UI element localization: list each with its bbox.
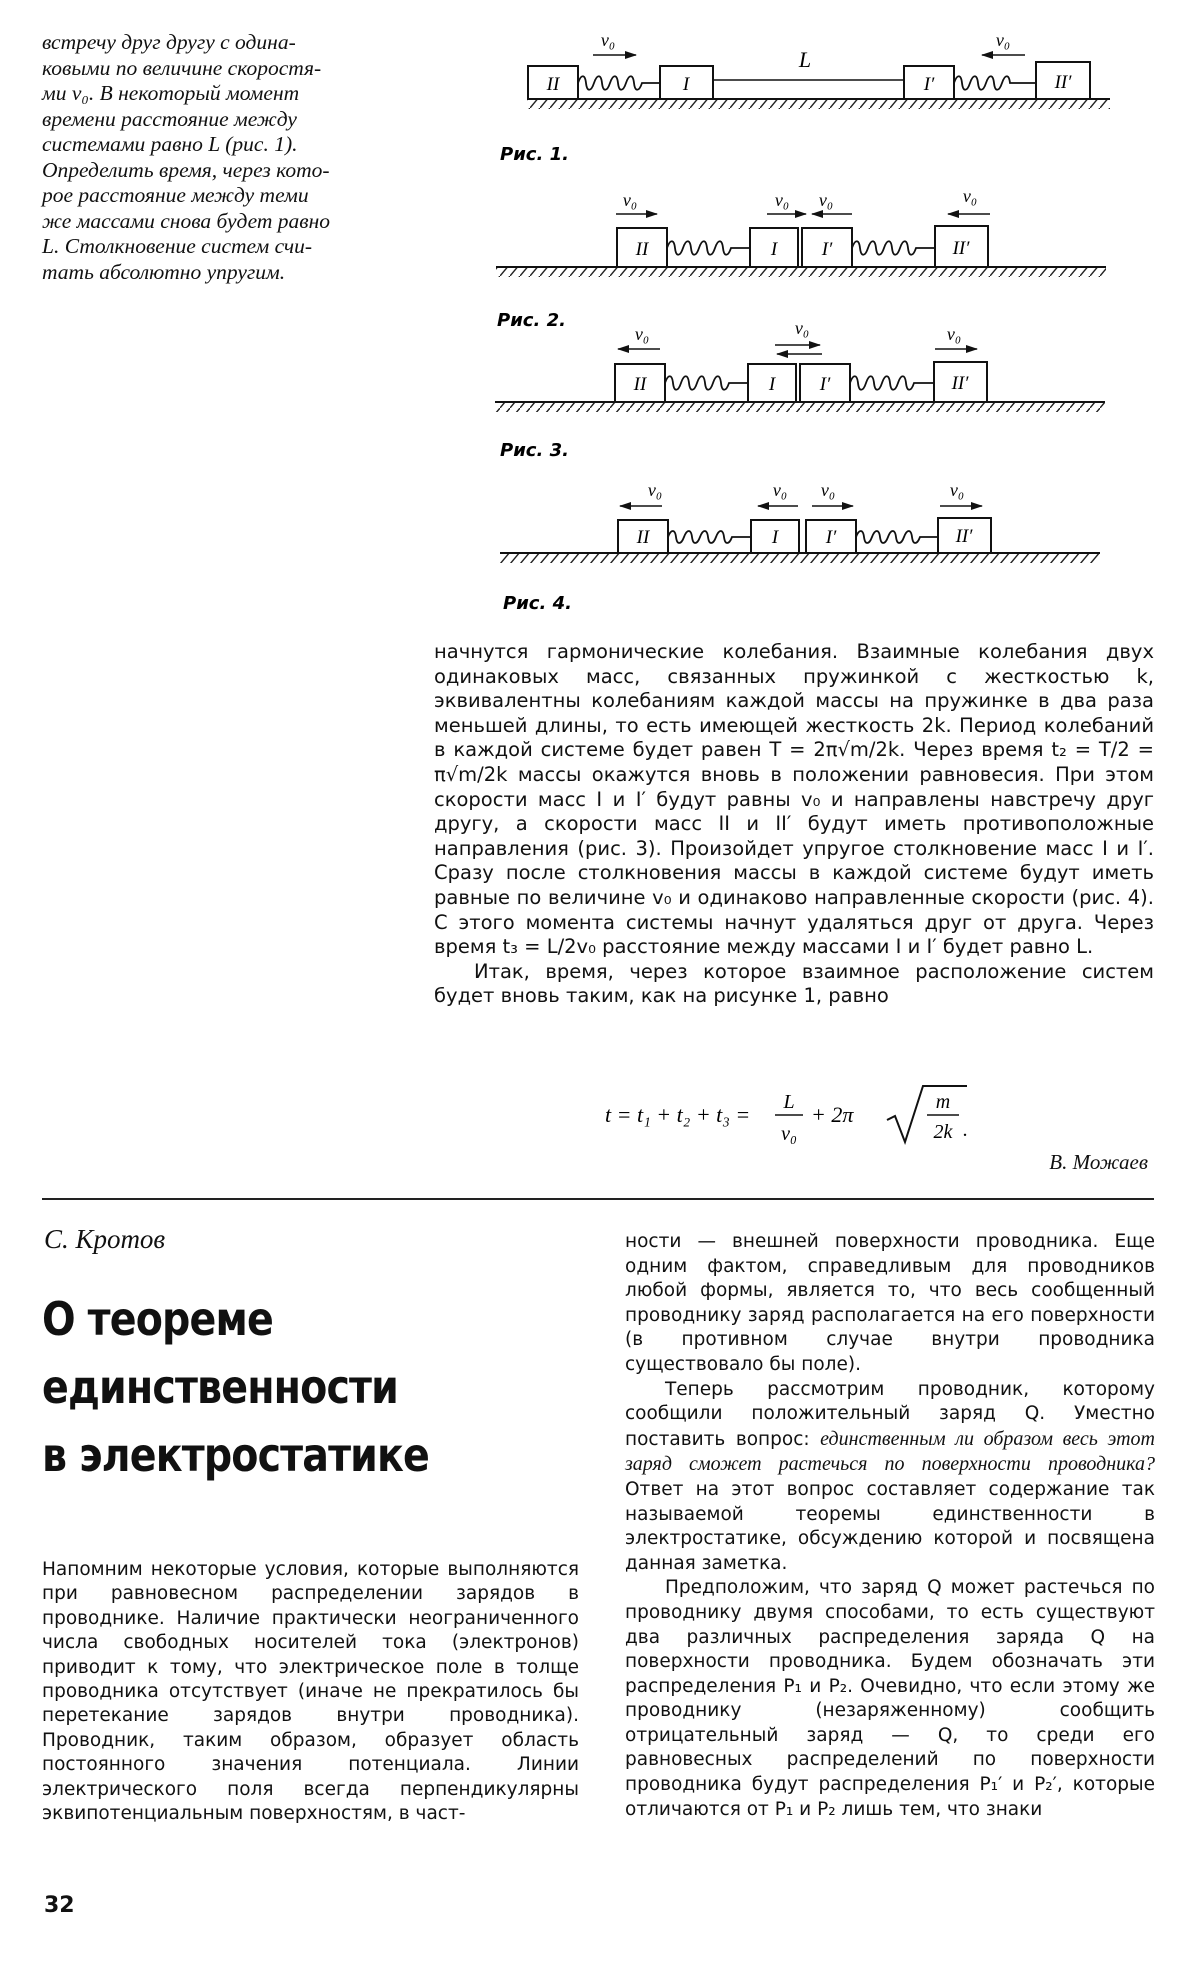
spring <box>668 531 751 543</box>
problem-line: тать абсолютно упругим. <box>42 259 286 284</box>
mass-label: II′ <box>951 373 969 394</box>
spring <box>665 376 748 390</box>
problem-line: Определить время, через кото- <box>42 157 330 182</box>
figure-4 <box>500 480 1100 614</box>
mass-label: II′ <box>955 526 973 547</box>
mass-label: I <box>771 527 779 548</box>
mass-label: II <box>635 239 649 260</box>
ground-hatch <box>500 553 1100 563</box>
figure-caption: Рис. 3. <box>500 440 569 461</box>
problem-line: ми v₀. В некоторый момент <box>42 81 300 105</box>
velocity-label: v₀ <box>995 30 1011 50</box>
mass-label: I′ <box>825 527 837 548</box>
distance-label: L <box>798 47 812 72</box>
section-divider <box>42 1198 1154 1200</box>
mass-label: I <box>768 374 776 395</box>
page-number: 32 <box>44 1893 75 1918</box>
problem-line: ковыми по величине скоростя- <box>42 55 322 80</box>
mass-label: I <box>770 239 778 260</box>
solution-paragraph: начнутся гармонические колебания. Взаимные колебания двух одинаковых масс, связанных пружинкой с жесткостью k, эквивалентны колебаниям каждой массы на пружинке в два раза меньшей длины, то есть имеющей жесткость 2k. Период колебаний в каждой системе будет равен T = 2π√m/2k. Через время t₂ = T/2 = π√m/2k массы окажутся вновь в положении равновесия. При этом скорости масс I и I′ будут равны v₀ и направлены навстречу друг другу, а скорости масс II и II′ будут иметь противоположные направления (рис. 3). Произойдет упругое столкновение масс I и I′. Сразу после столкновения массы в каждой системе будут иметь равные по величине v₀ и одинаково направленные скорости (рис. 4). С этого момента системы начнут удаляться друг от друга. Через время t₃ = L/2v₀ расстояние между массами I и I′ будет равно L. <box>434 640 1154 959</box>
article-author: С. Кротов <box>44 1224 166 1254</box>
spring <box>578 76 660 90</box>
velocity-label: v₀ <box>946 324 962 344</box>
velocity-label: v₀ <box>949 480 965 500</box>
formula-lhs: t = t₁ + t₂ + t₃ = <box>605 1102 751 1127</box>
problem-line: системами равно L (рис. 1). <box>42 132 298 156</box>
ground-hatch <box>496 267 1106 277</box>
figure-2 <box>496 186 1106 331</box>
figure-3 <box>495 318 1105 461</box>
velocity-label: v₀ <box>622 190 638 210</box>
paragraph-text: Ответ на этот вопрос составляет содержание так называемой теоремы единственности в электростатике, обсуждению которой и посвящена данная заметка. <box>625 1478 1155 1574</box>
article-column-left <box>42 1558 579 1826</box>
spring <box>850 376 934 390</box>
velocity-label: v₀ <box>794 318 810 338</box>
velocity-label: v₀ <box>818 190 834 210</box>
emphasized-question: единственным ли образом весь этот заряд сможет растечься по поверхности проводника? <box>625 1427 1155 1476</box>
spring <box>856 531 938 543</box>
figure-caption: Рис. 2. <box>497 310 566 331</box>
title-line: в электростатике <box>42 1428 429 1482</box>
ground-hatch <box>527 99 1110 109</box>
spring <box>852 241 935 255</box>
article-paragraph: ности — внешней поверхности проводника. Еще одним фактом, справедливым для проводников любой формы, является то, что весь сообщенный проводнику заряд располагается на его поверхности (в противном случае внутри проводника существовало бы поле). <box>625 1231 1155 1375</box>
solution-text <box>434 640 1154 1009</box>
formula-root-numerator: m <box>935 1091 951 1113</box>
velocity-label: v₀ <box>962 186 978 206</box>
figure-caption: Рис. 4. <box>503 593 572 614</box>
solution-paragraph: Итак, время, через которое взаимное расположение систем будет вновь таким, как на рисунке 1, равно <box>434 959 1154 1008</box>
mass-label: I′ <box>819 374 831 395</box>
radical-sign <box>887 1086 967 1142</box>
article-paragraph: Предположим, что заряд Q может растечься по проводнику двумя способами, то есть существуют два различных распределения заряда Q на поверхности проводника. Будем обозначать эти распределения P₁ и P₂. Очевидно, что если этому же проводнику (незаряженному) сообщить отрицательный заряд — Q, то среди его равновесных распределений по поверхности проводника будут распределения P₁′ и P₂′, которые отличаются от P₁ и P₂ лишь тем, что знаки <box>625 1577 1155 1820</box>
mass-label: II′ <box>1054 72 1072 93</box>
title-line: О теореме <box>42 1292 273 1346</box>
formula-fraction-numerator: L <box>783 1091 795 1113</box>
problem-line: времени расстояние между <box>42 106 297 131</box>
figure-1 <box>500 30 1110 165</box>
spring <box>667 241 750 255</box>
mass-label: I′ <box>923 74 935 95</box>
paragraph-text: Теперь рассмотрим проводник, которому сообщили положительный заряд Q. Уместно поставить вопрос: <box>625 1378 1155 1450</box>
velocity-label: v₀ <box>600 30 616 50</box>
mass-label: II′ <box>952 238 970 259</box>
article-paragraph <box>625 1378 1155 1577</box>
mass-label: I′ <box>821 239 833 260</box>
formula-root-denominator: 2k <box>933 1121 953 1143</box>
mass-label: II <box>633 374 647 395</box>
problem-line: же массами снова будет равно <box>42 208 331 233</box>
formula-end: . <box>963 1119 968 1141</box>
spring <box>954 76 1036 90</box>
velocity-label: v₀ <box>647 480 663 500</box>
figure-caption: Рис. 1. <box>500 144 569 165</box>
article-paragraph: Напомним некоторые условия, которые выполняются при равновесном распределении зарядов в проводнике. Наличие практически неограниченного числа свободных носителей тока (электронов) приводит к тому, что электрическое поле в толще проводника отсутствует (иначе не прекратилось бы перетекание зарядов внутри проводника). Проводник, таким образом, образует область постоянного значения потенциала. Линии электрического поля всегда перпендикулярны эквипотенциальным поверхностям, в част- <box>42 1559 579 1825</box>
ground-hatch <box>495 402 1105 412</box>
mass-label: II <box>546 74 560 95</box>
mass-label: II <box>636 527 650 548</box>
figures-panel <box>0 0 1200 640</box>
title-line: единственности <box>42 1360 398 1414</box>
velocity-label: v₀ <box>772 480 788 500</box>
mass-label: I <box>682 74 690 95</box>
article-column-right <box>625 1230 1155 1822</box>
solution-signature: В. Можаев <box>1049 1150 1148 1174</box>
problem-line: L. Столкновение систем счи- <box>42 234 313 258</box>
formula-fraction-denominator: v₀ <box>781 1123 797 1145</box>
final-formula <box>605 1078 985 1148</box>
velocity-label: v₀ <box>774 190 790 210</box>
velocity-label: v₀ <box>634 324 650 344</box>
article-title <box>42 1285 602 1489</box>
formula-plus-term: + 2π <box>811 1102 854 1127</box>
velocity-label: v₀ <box>820 480 836 500</box>
problem-line: встречу друг другу с одина- <box>42 30 296 54</box>
problem-line: рое расстояние между теми <box>42 183 309 207</box>
